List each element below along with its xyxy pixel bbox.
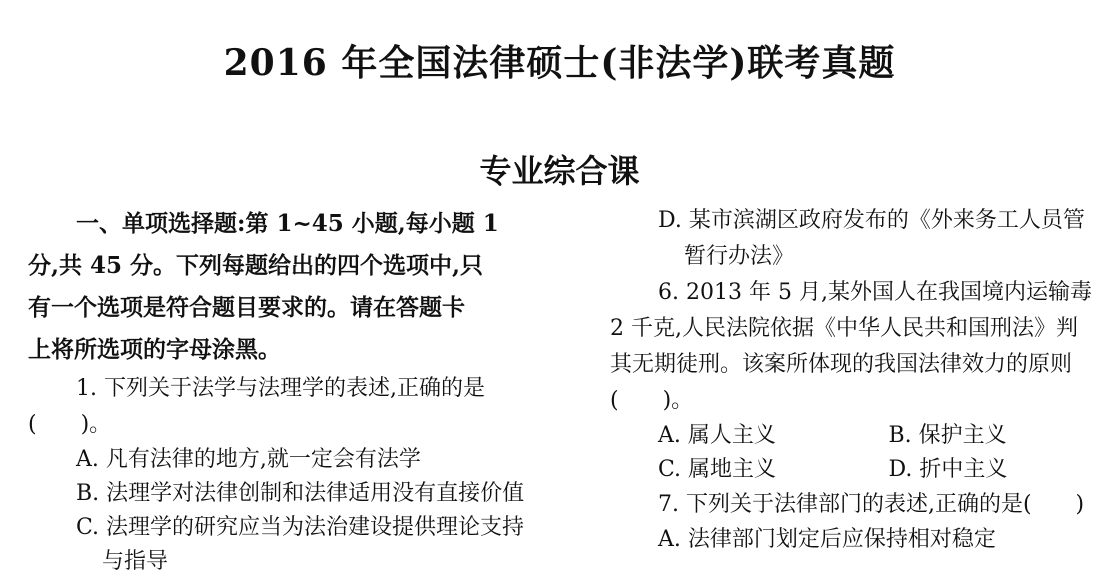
- subject-title: 专业综合课: [0, 146, 1119, 192]
- question-6-stem: 2 千克,人民法院依据《中华人民共和国刑法》判: [610, 311, 1119, 347]
- section-heading-line: 一、单项选择题:第 1~45 小题,每小题 1: [28, 203, 568, 245]
- question-1-stem: 1. 下列关于法学与法理学的表述,正确的是: [28, 371, 568, 407]
- question-5-option-d-continued: 暂行办法》: [610, 239, 1119, 275]
- exam-title: 2016 年全国法律硕士(非法学)联考真题: [0, 35, 1119, 86]
- question-1-option-a: A. 凡有法律的地方,就一定会有法学: [28, 443, 568, 477]
- left-column: [28, 203, 568, 579]
- right-column: [610, 203, 1119, 557]
- question-6-stem: 6. 2013 年 5 月,某外国人在我国境内运输毒: [610, 275, 1119, 311]
- question-6-option-d: D. 折中主义: [889, 453, 1119, 487]
- question-6-option-c: C. 属地主义: [610, 453, 889, 487]
- question-6-stem: 其无期徒刑。该案所体现的我国法律效力的原则: [610, 347, 1119, 383]
- question-1-option-b: B. 法理学对法律创制和法律适用没有直接价值: [28, 477, 568, 511]
- question-6-stem: ( )。: [610, 383, 1119, 419]
- question-5-option-d: D. 某市滨湖区政府发布的《外来务工人员管: [610, 203, 1119, 239]
- question-1-option-c-continued: 与指导: [28, 545, 568, 579]
- question-6-options-row: [610, 453, 1119, 487]
- question-1-option-c: C. 法理学的研究应当为法治建设提供理论支持: [28, 511, 568, 545]
- question-6-option-a: A. 属人主义: [610, 419, 889, 453]
- question-1-stem: ( )。: [28, 407, 568, 443]
- question-6-option-b: B. 保护主义: [889, 419, 1119, 453]
- question-7-option-a: A. 法律部门划定后应保持相对稳定: [610, 523, 1119, 557]
- section-heading-line: 有一个选项是符合题目要求的。请在答题卡: [28, 287, 568, 329]
- section-heading-line: 分,共 45 分。下列每题给出的四个选项中,只: [28, 245, 568, 287]
- question-7-stem: 7. 下列关于法律部门的表述,正确的是( ): [610, 487, 1119, 523]
- section-heading-line: 上将所选项的字母涂黑。: [28, 329, 568, 371]
- question-6-options-row: [610, 419, 1119, 453]
